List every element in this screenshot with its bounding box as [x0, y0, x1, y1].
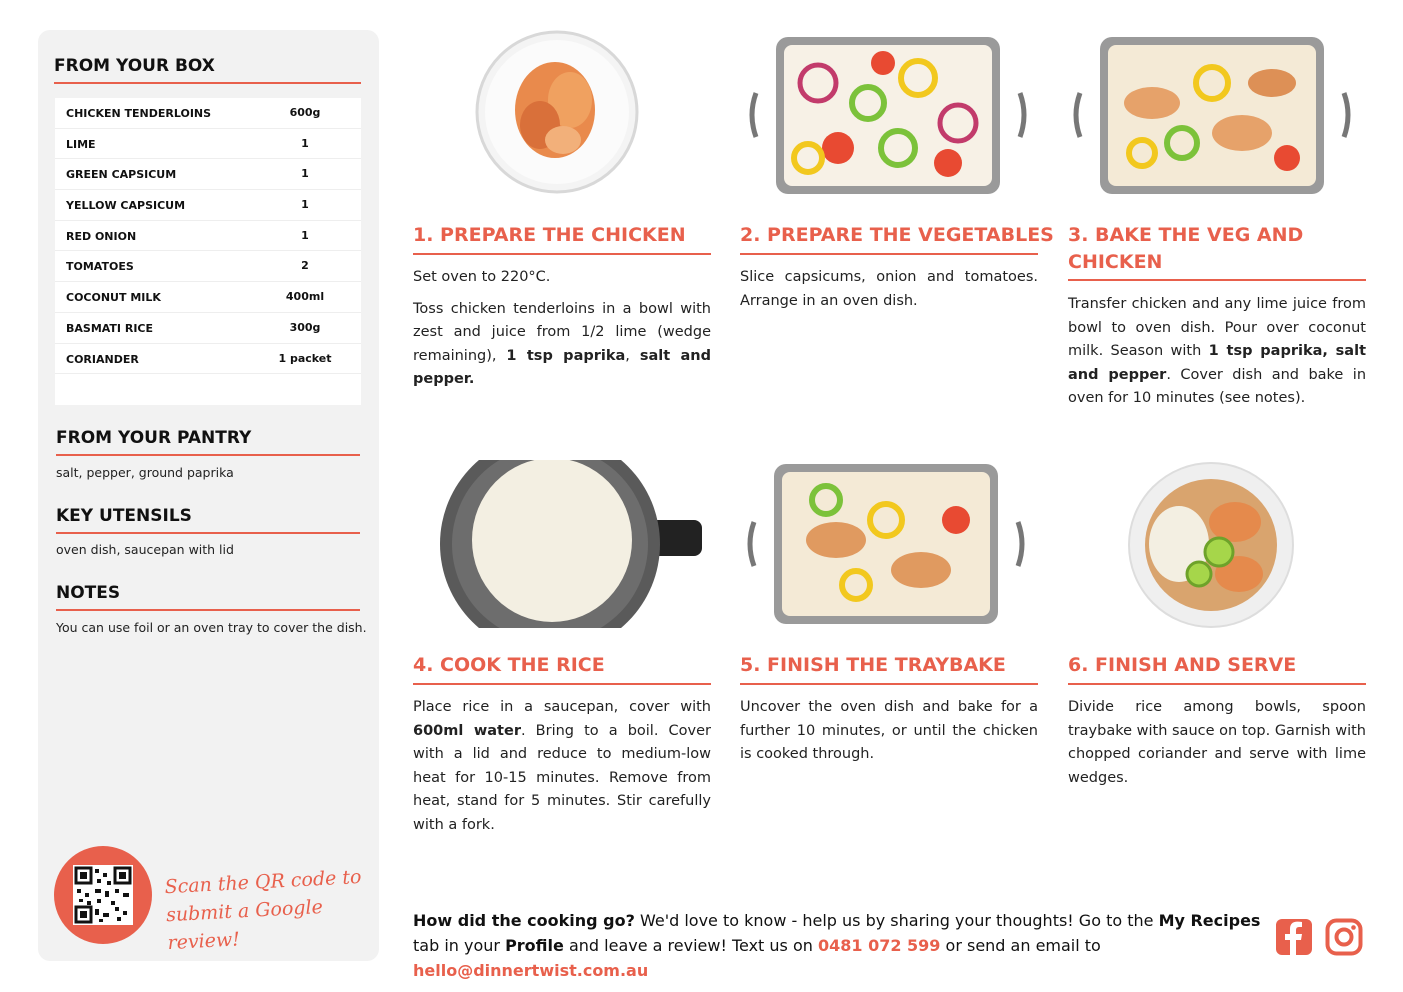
- footer-text: We'd love to know - help us by sharing your thoughts! Go to the: [634, 911, 1159, 930]
- served-bowl-photo: [1127, 462, 1295, 628]
- chicken-bowl-photo: [475, 30, 640, 195]
- instagram-icon[interactable]: [1325, 918, 1363, 956]
- ingredient-name: BASMATI RICE: [66, 321, 154, 335]
- step-3-text: [1068, 293, 1366, 411]
- text-run: Transfer chicken and any lime juice from bowl to oven dish. Pour over coconut milk. Season with: [1068, 296, 1366, 359]
- qr-caption-line: Scan the QR code to: [164, 865, 362, 899]
- pantry-heading: FROM YOUR PANTRY: [56, 428, 252, 448]
- ingredient-qty: 1 packet: [278, 351, 332, 365]
- step-2-title: 2. PREPARE THE VEGETABLES: [740, 224, 1054, 246]
- step-1-text: [413, 298, 711, 392]
- divider: [56, 532, 360, 534]
- step-2-text: Slice capsicums, onion and tomatoes. Arrange in an oven dish.: [740, 269, 1038, 309]
- divider: [740, 683, 1038, 685]
- table-row: [55, 221, 361, 252]
- text-run: Toss chicken tenderloins in a bowl with zest and juice from 1/2 lime (wedge remaining),: [413, 300, 711, 364]
- ingredient-qty: 2: [301, 259, 309, 273]
- ingredient-qty: 1: [301, 228, 309, 242]
- notes-text: You can use foil or an oven tray to cover the dish.: [56, 620, 367, 635]
- footer-text: or send an email to: [940, 936, 1101, 955]
- rice-saucepan-photo: [440, 460, 702, 628]
- ingredient-name: YELLOW CAPSICUM: [66, 199, 186, 213]
- table-row: [55, 251, 361, 282]
- step-5-text: Uncover the oven dish and bake for a further 10 minutes, or until the chicken is cooked through.: [740, 699, 1038, 762]
- step-3-title-line: CHICKEN: [1068, 251, 1163, 273]
- notes-heading: NOTES: [56, 583, 121, 603]
- from-your-box-heading: FROM YOUR BOX: [54, 56, 215, 76]
- divider: [1068, 683, 1366, 685]
- text-run-bold: 1 tsp paprika: [506, 347, 626, 364]
- ingredient-qty: 300g: [289, 320, 321, 334]
- text-run: Place rice in a saucepan, cover with: [413, 699, 711, 715]
- qr-code-badge[interactable]: [54, 846, 152, 944]
- qr-caption-line: submit a Google review!: [165, 896, 324, 955]
- ingredient-qty: 1: [301, 198, 309, 212]
- step-4-body: [413, 696, 711, 845]
- baked-dish-photo: [1072, 33, 1352, 198]
- utensils-text: oven dish, saucepan with lid: [56, 542, 234, 557]
- email-link[interactable]: hello@dinnertwist.com.au: [413, 961, 649, 980]
- step-1-body: [413, 266, 711, 400]
- facebook-icon[interactable]: [1275, 918, 1313, 956]
- ingredient-qty: 600g: [289, 106, 321, 119]
- pantry-text: salt, pepper, ground paprika: [56, 465, 234, 480]
- text-run-bold: salt and pepper.: [413, 347, 711, 387]
- ingredient-name: TOMATOES: [66, 260, 134, 274]
- divider: [56, 609, 360, 611]
- feedback-footer: [413, 908, 1263, 983]
- step-4-text: [413, 696, 711, 837]
- divider: [54, 82, 361, 84]
- ingredient-name: RED ONION: [66, 229, 137, 243]
- vegetables-dish-photo: [748, 33, 1028, 198]
- qr-caption: [164, 863, 368, 957]
- ingredient-name: LIME: [66, 137, 96, 151]
- text-run: . Cover dish and bake in oven for 10 minutes (see notes).: [1068, 366, 1367, 406]
- text-run-bold: 1 tsp paprika, salt and pepper: [1068, 343, 1366, 383]
- divider: [740, 253, 1038, 255]
- step-6-text: Divide rice among bowls, spoon traybake with sauce on top. Garnish with chopped coriander and serve with lime wedges.: [1068, 699, 1366, 786]
- step-4-title: 4. COOK THE RICE: [413, 654, 605, 676]
- table-row: [55, 98, 361, 129]
- ingredient-name: COCONUT MILK: [66, 291, 161, 305]
- text-run: . Bring to a boil. Cover with a lid and reduce to medium-low heat for 10-15 minutes. Remove from heat, stand for 5 minutes. Stir carefully with a fork.: [413, 722, 711, 833]
- step-1-title: 1. PREPARE THE CHICKEN: [413, 224, 686, 246]
- divider: [1068, 279, 1366, 281]
- step-2-body: [740, 266, 1038, 321]
- ingredient-qty: 400ml: [285, 290, 325, 304]
- phone-link[interactable]: 0481 072 599: [817, 936, 941, 955]
- step-1-text: Set oven to 220°C.: [413, 269, 551, 285]
- ingredient-qty: 1: [301, 167, 309, 181]
- utensils-heading: KEY UTENSILS: [56, 506, 192, 526]
- step-6-title: 6. FINISH AND SERVE: [1068, 654, 1297, 676]
- table-row: [55, 282, 361, 313]
- step-6-body: [1068, 696, 1366, 798]
- ingredient-name: CHICKEN TENDERLOINS: [66, 107, 212, 120]
- traybake-dish-photo: [746, 460, 1026, 628]
- text-run: ,: [625, 347, 640, 364]
- ingredient-name: GREEN CAPSICUM: [66, 168, 177, 182]
- ingredients-sidebar: [38, 30, 379, 961]
- step-5-body: [740, 696, 1038, 775]
- my-recipes-label: My Recipes: [1158, 911, 1261, 930]
- table-row: [55, 129, 361, 160]
- ingredient-name: CORIANDER: [66, 352, 139, 366]
- ingredient-qty: 1: [301, 136, 309, 150]
- divider: [56, 454, 360, 456]
- step-3-title: [1068, 222, 1303, 276]
- footer-text: tab in your: [413, 936, 506, 955]
- step-3-title-line: 3. BAKE THE VEG AND: [1068, 224, 1304, 246]
- table-row: [55, 313, 361, 344]
- table-row: [55, 190, 361, 221]
- divider: [413, 253, 711, 255]
- table-row: [55, 344, 361, 375]
- ingredients-table: [55, 98, 361, 405]
- text-run-bold: 600ml water: [413, 722, 521, 739]
- step-5-title: 5. FINISH THE TRAYBAKE: [740, 654, 1006, 676]
- footer-question: How did the cooking go?: [413, 911, 635, 930]
- profile-label: Profile: [505, 936, 564, 955]
- footer-text: and leave a review! Text us on: [563, 936, 818, 955]
- table-row: [55, 159, 361, 190]
- qr-code-icon: [73, 865, 133, 925]
- step-3-body: [1068, 293, 1366, 419]
- divider: [413, 683, 711, 685]
